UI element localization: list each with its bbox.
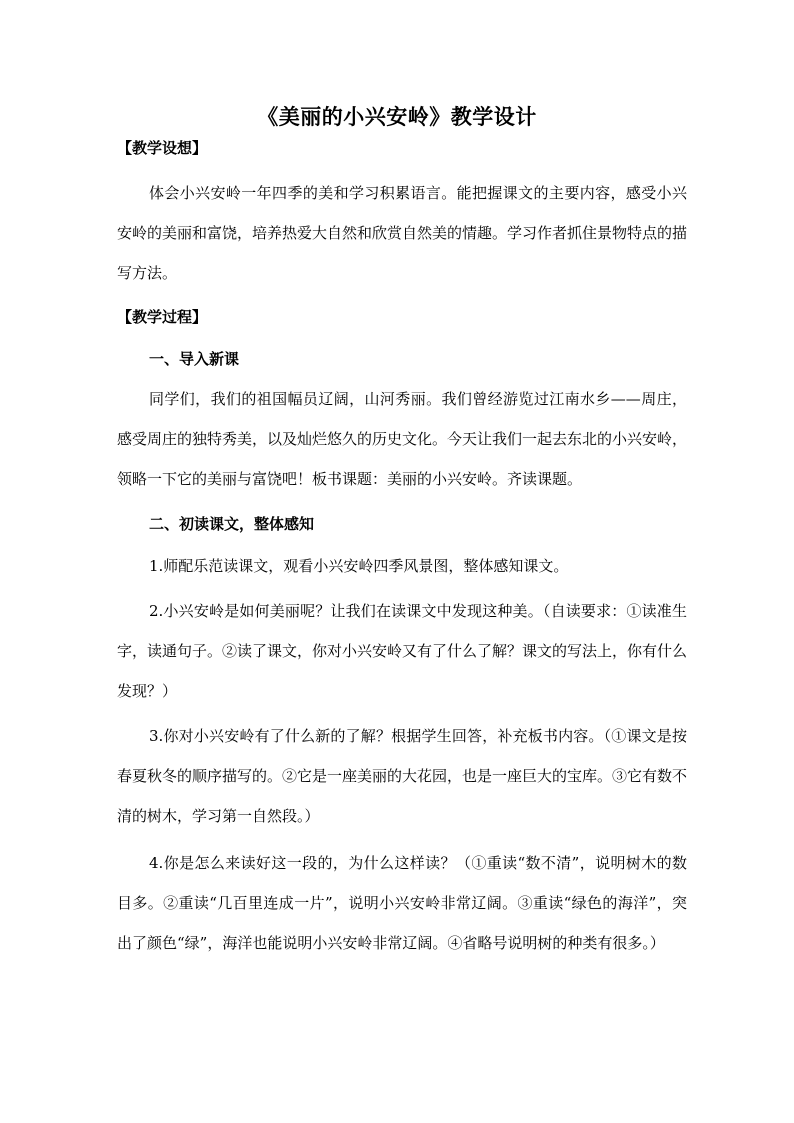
list-item-reading-2: 2.小兴安岭是如何美丽呢？让我们在读课文中发现这种美。（自读要求：①读准生字，读通句子。②读了课文，你对小兴安岭又有了什么了解？课文的写法上，你有什么发现？） xyxy=(117,602,688,700)
paragraph-intro: 同学们，我们的祖国幅员辽阔，山河秀丽。我们曾经游览过江南水乡——周庄，感受周庄的独特秀美，以及灿烂悠久的历史文化。今天让我们一起去东北的小兴安岭，领略一下它的美丽与富饶吧！板书课题：美丽的小兴安岭。齐读课题。 xyxy=(117,390,688,488)
list-item-reading-1: 1.师配乐范读课文，观看小兴安岭四季风景图，整体感知课文。 xyxy=(149,557,569,575)
sub-heading-intro: 一、导入新课 xyxy=(149,350,240,368)
section-heading-concept: 【教学设想】 xyxy=(117,139,208,157)
paragraph-concept: 体会小兴安岭一年四季的美和学习积累语言。能把握课文的主要内容，感受小兴安岭的美丽和富饶，培养热爱大自然和欣赏自然美的情趣。学习作者抓住景物特点的描写方法。 xyxy=(117,184,688,282)
sub-heading-reading: 二、初读课文，整体感知 xyxy=(149,515,315,533)
list-item-reading-3: 3.你对小兴安岭有了什么新的了解？根据学生回答，补充板书内容。（①课文是按春夏秋冬的顺序描写的。②它是一座美丽的大花园，也是一座巨大的宝库。③它有数不清的树木，学习第一自然段。） xyxy=(117,727,688,825)
document-title: 《美丽的小兴安岭》教学设计 xyxy=(257,104,537,129)
section-heading-process: 【教学过程】 xyxy=(117,308,208,326)
list-item-reading-4: 4.你是怎么来读好这一段的，为什么这样读？（①重读“数不清”，说明树木的数目多。②重读“几百里连成一片”，说明小兴安岭非常辽阔。③重读“绿色的海洋”，突出了颜色“绿”，海洋也能说明小兴安岭非常辽阔。④省略号说明树的种类有很多。） xyxy=(117,854,687,952)
